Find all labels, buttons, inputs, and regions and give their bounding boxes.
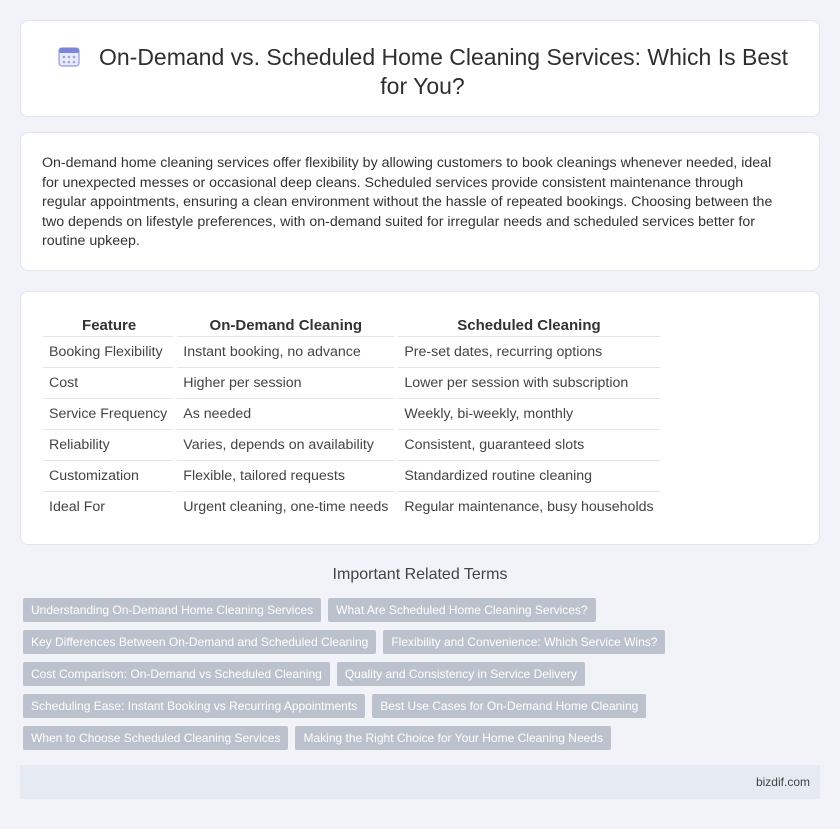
table-header-row <box>43 315 662 337</box>
table-row <box>43 399 662 430</box>
column-header: Scheduled Cleaning <box>396 315 661 337</box>
page-title: On-Demand vs. Scheduled Home Cleaning Services: Which Is Best for You? <box>98 44 789 99</box>
footer <box>20 765 820 799</box>
table-row <box>43 492 662 523</box>
related-term-tag[interactable]: Best Use Cases for On-Demand Home Cleaning <box>372 694 646 718</box>
table-row <box>43 461 662 492</box>
table-cell: Pre-set dates, recurring options <box>396 337 661 368</box>
comparison-table <box>43 315 664 523</box>
table-cell: Reliability <box>43 430 175 461</box>
table-cell: As needed <box>175 399 396 430</box>
table-cell: Lower per session with subscription <box>396 368 661 399</box>
related-terms-list <box>23 598 803 758</box>
related-term-tag[interactable]: Scheduling Ease: Instant Booking vs Recurring Appointments <box>23 694 365 718</box>
table-row <box>43 337 662 368</box>
column-header: On-Demand Cleaning <box>175 315 396 337</box>
site-name[interactable]: bizdif.com <box>755 775 810 789</box>
related-term-tag[interactable]: When to Choose Scheduled Cleaning Services <box>23 726 288 750</box>
related-term-tag[interactable]: Flexibility and Convenience: Which Service Wins? <box>383 630 665 654</box>
related-terms-heading: Important Related Terms <box>332 566 508 583</box>
table-cell: Consistent, guaranteed slots <box>396 430 661 461</box>
table-cell: Ideal For <box>43 492 175 523</box>
related-term-tag[interactable]: Quality and Consistency in Service Delivery <box>337 662 585 686</box>
table-cell: Weekly, bi-weekly, monthly <box>396 399 661 430</box>
table-cell: Higher per session <box>175 368 396 399</box>
table-cell: Customization <box>43 461 175 492</box>
table-cell: Regular maintenance, busy households <box>396 492 661 523</box>
title-card <box>20 20 820 117</box>
column-header: Feature <box>43 315 175 337</box>
table-cell: Service Frequency <box>43 399 175 430</box>
table-row <box>43 430 662 461</box>
table-cell: Cost <box>43 368 175 399</box>
related-term-tag[interactable]: Making the Right Choice for Your Home Cleaning Needs <box>295 726 611 750</box>
table-cell: Instant booking, no advance <box>175 337 396 368</box>
calendar-icon <box>57 44 81 68</box>
page-title-wrapper <box>46 43 799 101</box>
related-term-tag[interactable]: Understanding On-Demand Home Cleaning Services <box>23 598 321 622</box>
table-row <box>43 368 662 399</box>
intro-card <box>20 132 820 271</box>
comparison-card <box>20 291 820 545</box>
related-term-tag[interactable]: What Are Scheduled Home Cleaning Services? <box>328 598 595 622</box>
intro-paragraph: On-demand home cleaning services offer flexibility by allowing customers to book cleanings whenever needed, ideal for unexpected messes or occasional deep cleans. Scheduled services provide consistent maintenance through regular appointments, ensuring a clean environment without the hassle of repeated bookings. Choosing between the two depends on lifestyle preferences, with on-demand suited for irregular needs and scheduled services better for routine upkeep. <box>42 155 773 250</box>
table-cell: Booking Flexibility <box>43 337 175 368</box>
table-cell: Flexible, tailored requests <box>175 461 396 492</box>
table-cell: Standardized routine cleaning <box>396 461 661 492</box>
related-term-tag[interactable]: Key Differences Between On-Demand and Scheduled Cleaning <box>23 630 376 654</box>
table-cell: Urgent cleaning, one-time needs <box>175 492 396 523</box>
table-cell: Varies, depends on availability <box>175 430 396 461</box>
related-term-tag[interactable]: Cost Comparison: On-Demand vs Scheduled Cleaning <box>23 662 330 686</box>
